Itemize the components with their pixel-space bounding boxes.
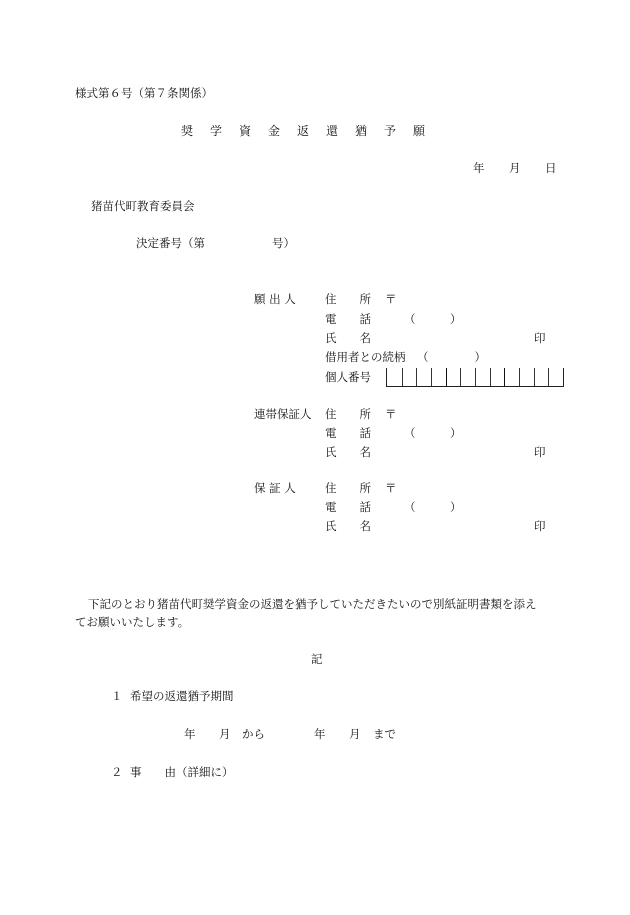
title-char: 資 [239, 124, 252, 138]
title-char: 還 [326, 124, 339, 138]
applicant-role: 願 出 人 [254, 292, 296, 306]
mynumber-divider [402, 368, 403, 386]
period-from: から [242, 727, 265, 741]
joint-guarantor-seal: 印 [534, 445, 546, 459]
mynumber-divider [416, 368, 417, 386]
guarantor-phone-paren: （ ） [404, 500, 462, 514]
mynumber-divider [519, 368, 520, 386]
applicant-relation-paren: （ ） [417, 350, 486, 364]
joint-guarantor-postal-mark: 〒 [385, 407, 397, 421]
document-title [181, 124, 442, 138]
mynumber-boxes[interactable] [386, 368, 564, 387]
guarantor-phone-label: 電 話 [325, 500, 371, 514]
title-char: 猶 [355, 124, 368, 138]
item2-label: 事 由（詳細に） [130, 765, 234, 779]
applicant-mynumber-label: 個人番号 [325, 370, 371, 384]
applicant-postal-mark: 〒 [385, 292, 397, 306]
guarantor-seal: 印 [534, 519, 546, 533]
form-number: 様式第６号（第７条関係） [75, 86, 213, 100]
joint-guarantor-address-label: 住 所 [325, 407, 371, 421]
applicant-seal: 印 [534, 331, 546, 345]
addressee: 猪苗代町教育委員会 [91, 199, 195, 213]
applicant-phone-label: 電 話 [325, 312, 371, 326]
applicant-relation-label: 借用者との続柄 [325, 350, 406, 364]
period-to: まで [373, 727, 396, 741]
period-month-to: 月 [349, 727, 361, 741]
joint-guarantor-name-label: 氏 名 [325, 445, 371, 459]
title-char: 金 [268, 124, 281, 138]
body-text-line-1: 下記のとおり猪苗代町奨学資金の返還を猶予していただきたいので別紙証明書類を添え [88, 597, 537, 611]
mynumber-divider [446, 368, 447, 386]
mynumber-divider [504, 368, 505, 386]
applicant-name-label: 氏 名 [325, 331, 371, 345]
applicant-phone-paren: （ ） [404, 312, 462, 326]
title-char: 奨 [181, 124, 194, 138]
mynumber-divider [475, 368, 476, 386]
decision-number-suffix: 号） [272, 236, 295, 250]
mynumber-divider [460, 368, 461, 386]
item2-number: ２ [111, 765, 123, 779]
ki-heading: 記 [311, 652, 323, 666]
guarantor-role: 保 証 人 [254, 481, 296, 495]
body-text-line-2: てお願いいたします。 [75, 615, 190, 629]
date-day: 日 [545, 161, 557, 175]
guarantor-address-label: 住 所 [325, 481, 371, 495]
joint-guarantor-phone-paren: （ ） [404, 426, 462, 440]
joint-guarantor-role: 連帯保証人 [254, 407, 312, 421]
period-month-from: 月 [219, 727, 231, 741]
mynumber-divider [548, 368, 549, 386]
date-month: 月 [509, 161, 521, 175]
decision-number-prefix: 決定番号（第 [136, 236, 205, 250]
title-char: 返 [297, 124, 310, 138]
item1-number: １ [111, 689, 123, 703]
title-char: 予 [384, 124, 397, 138]
joint-guarantor-phone-label: 電 話 [325, 426, 371, 440]
period-year-to: 年 [314, 727, 326, 741]
guarantor-name-label: 氏 名 [325, 519, 371, 533]
period-year-from: 年 [184, 727, 196, 741]
mynumber-divider [534, 368, 535, 386]
applicant-address-label: 住 所 [325, 292, 371, 306]
mynumber-divider [431, 368, 432, 386]
title-char: 学 [210, 124, 223, 138]
title-char: 願 [413, 124, 426, 138]
mynumber-divider [490, 368, 491, 386]
date-year: 年 [473, 161, 485, 175]
guarantor-postal-mark: 〒 [385, 481, 397, 495]
item1-label: 希望の返還猶予期間 [130, 689, 234, 703]
